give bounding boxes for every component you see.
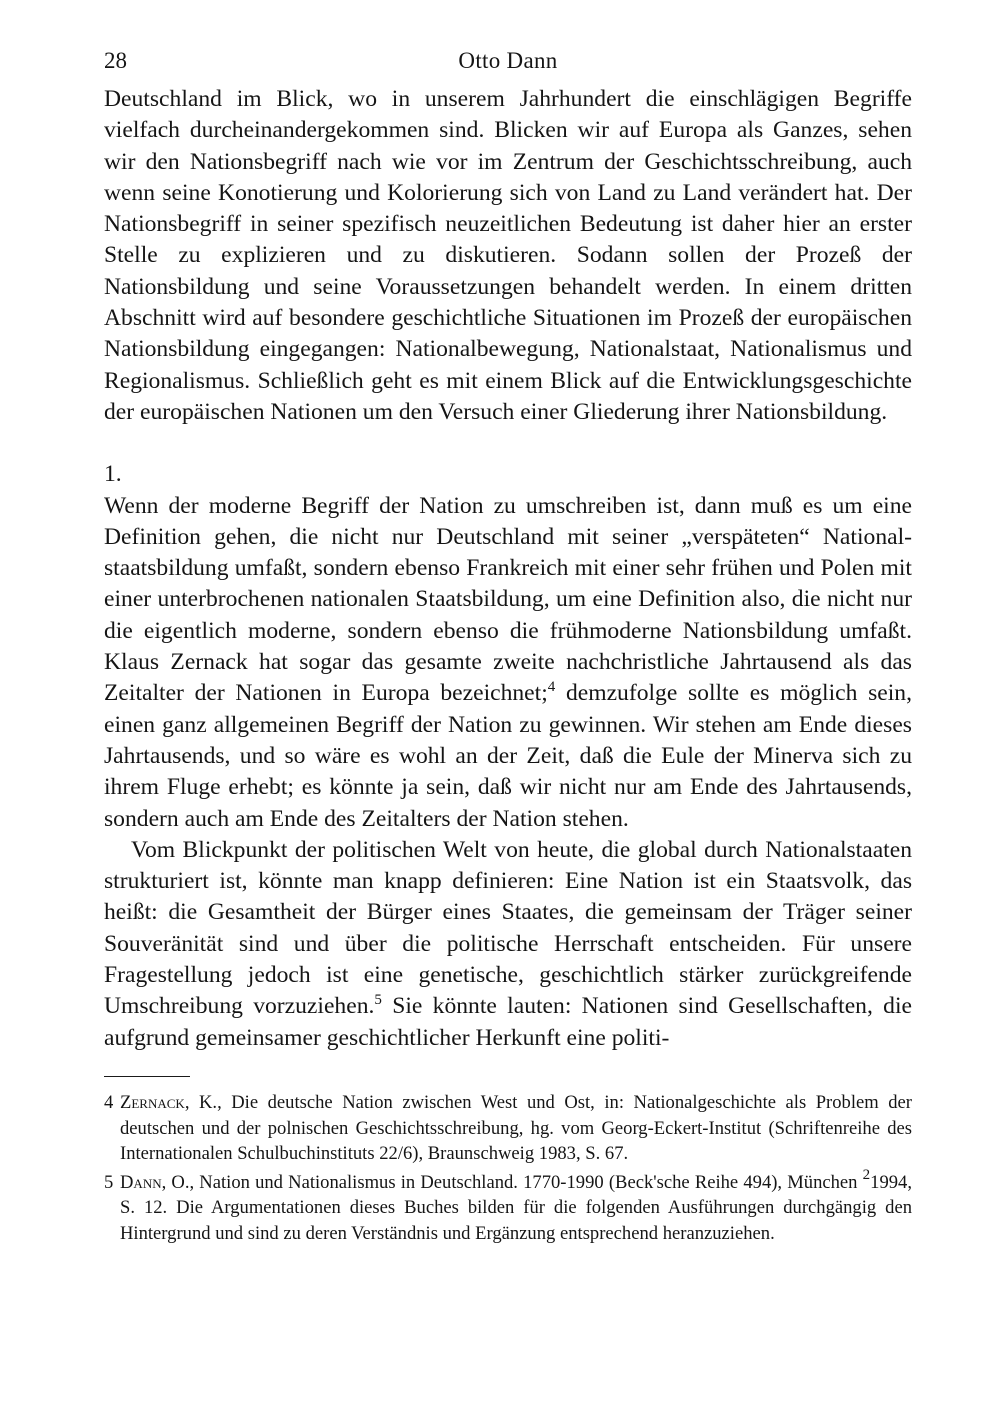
paragraph-text: Vom Blickpunkt der politischen Welt von heute, die global durch Nationalstaaten strukturiert ist, könnte man knapp definieren: Eine Nation ist ein Staatsvolk, das heißt: die Gesamtheit der Bürger eines Staates, die gemeinsam der Träger seiner Souveränität sind und über die politische Herrschaft entscheiden. Für unsere Fragestellung jedoch ist eine genetische, geschichtlich stärker zurückgreifende Umschreibung vorzuziehen.: [104, 836, 912, 1020]
footnote-reference[interactable]: 4: [547, 679, 556, 696]
footnote-number: 5: [104, 1171, 114, 1193]
body-text: [104, 84, 912, 1054]
footnote-reference[interactable]: 5: [374, 992, 382, 1009]
paragraph-text: Deutschland im Blick, wo in unserem Jahrhundert die einschlägigen Begriffe vielfach durcheinandergekommen sind. Blicken wir auf Europa als Ganzes, sehen wir den Nationsbegriff nach wie vor im Zentrum der Geschichtsschreibung, auch wenn seine Konotierung und Kolorierung sich von Land zu Land verändert hat. Der Nationsbegriff in seiner spezifisch neuzeitlichen Bedeutung ist daher hier an erster Stelle zu explizieren und zu diskutieren. Sodann sollen der Prozeß der Nationsbildung und seine Voraussetzungen behandelt werden. In einem dritten Abschnitt wird auf besondere geschichtliche Situationen im Prozeß der europäischen Nationsbildung eingegangen: Nationalbewegung, Nationalstaat, Nationalismus und Regionalismus. Schließlich geht es mit einem Blick auf die Entwicklungsgeschichte der europäischen Nationen um den Versuch einer Gliederung ihrer Nationsbildung.: [104, 86, 912, 425]
paragraph-text: Sie könnte lauten: Nationen sind Gesellschaften, die aufgrund gemeinsamer geschichtlicher Herkunft eine politi-: [104, 993, 912, 1051]
footnote-divider: [104, 1076, 190, 1077]
running-title: Otto Dann: [458, 48, 558, 73]
footnotes: [104, 1090, 912, 1247]
section-number: 1.: [104, 461, 122, 488]
page-number: 28: [104, 48, 127, 73]
footnote-author: Zernack: [120, 1091, 185, 1113]
footnote-author: Dann: [120, 1171, 162, 1193]
footnote-text: , O., Nation und Nationalismus in Deutschland. 1770-1990 (Beck'sche Reihe 494), München: [161, 1171, 863, 1193]
footnote-text: 1994, S. 12. Die Argumentationen dieses Buches bilden für die folgenden Ausführungen durchgängig den Hintergrund und sind zu deren Verständnis und Ergänzung entsprechend heranzuziehen.: [120, 1171, 912, 1244]
paragraph-text: Wenn der moderne Begriff der Nation zu umschreiben ist, dann muß es um eine Definition gehen, die nicht nur Deutschland mit seiner „verspäteten“ Nationalstaatsbildung umfaßt, sondern ebenso Frankreich mit einer sehr frühen und Polen mit einer unterbrochenen nationalen Staatsbildung, um eine Definition also, die nicht nur die eigentlich moderne, sondern ebenso die frühmoderne Nationsbildung umfaßt. Klaus Zernack hat sogar das gesamte zweite nachchristliche Jahrtausend als das Zeitalter der Nationen in Europa bezeichnet;: [104, 492, 912, 707]
footnote: [104, 1090, 912, 1167]
paragraph-intro: [104, 84, 912, 428]
running-head: [104, 48, 912, 84]
footnote: [104, 1166, 912, 1247]
paragraph-nation-definition: [104, 491, 912, 835]
footnote-text: , K., Die deutsche Nation zwischen West und Ost, in: Nationalgeschichte als Problem der deutschen und der polnischen Geschichtsschreibung, hg. vom Georg-Eckert-Institut (Schriftenreihe des Internationalen Schulbuchinstituts 22/6), Braunschweig 1983, S. 67.: [120, 1091, 912, 1165]
edition-superscript: 2: [862, 1166, 871, 1183]
book-page: [104, 48, 912, 1249]
paragraph-text: demzufolge sollte es möglich sein, einen ganz allgemeinen Begriff der Nation zu gewinnen. Wir stehen am Ende dieses Jahrtausends, und so wäre es wohl an der Zeit, daß die Eule der Minerva sich zu ihrem Fluge erhebt; es könnte ja sein, daß wir nicht nur am Ende des Jahrtausends, sondern auch am Ende des Zeitalters der Nation stehen.: [104, 680, 912, 832]
paragraph-political-world: [104, 835, 912, 1054]
footnote-number: 4: [104, 1091, 114, 1113]
